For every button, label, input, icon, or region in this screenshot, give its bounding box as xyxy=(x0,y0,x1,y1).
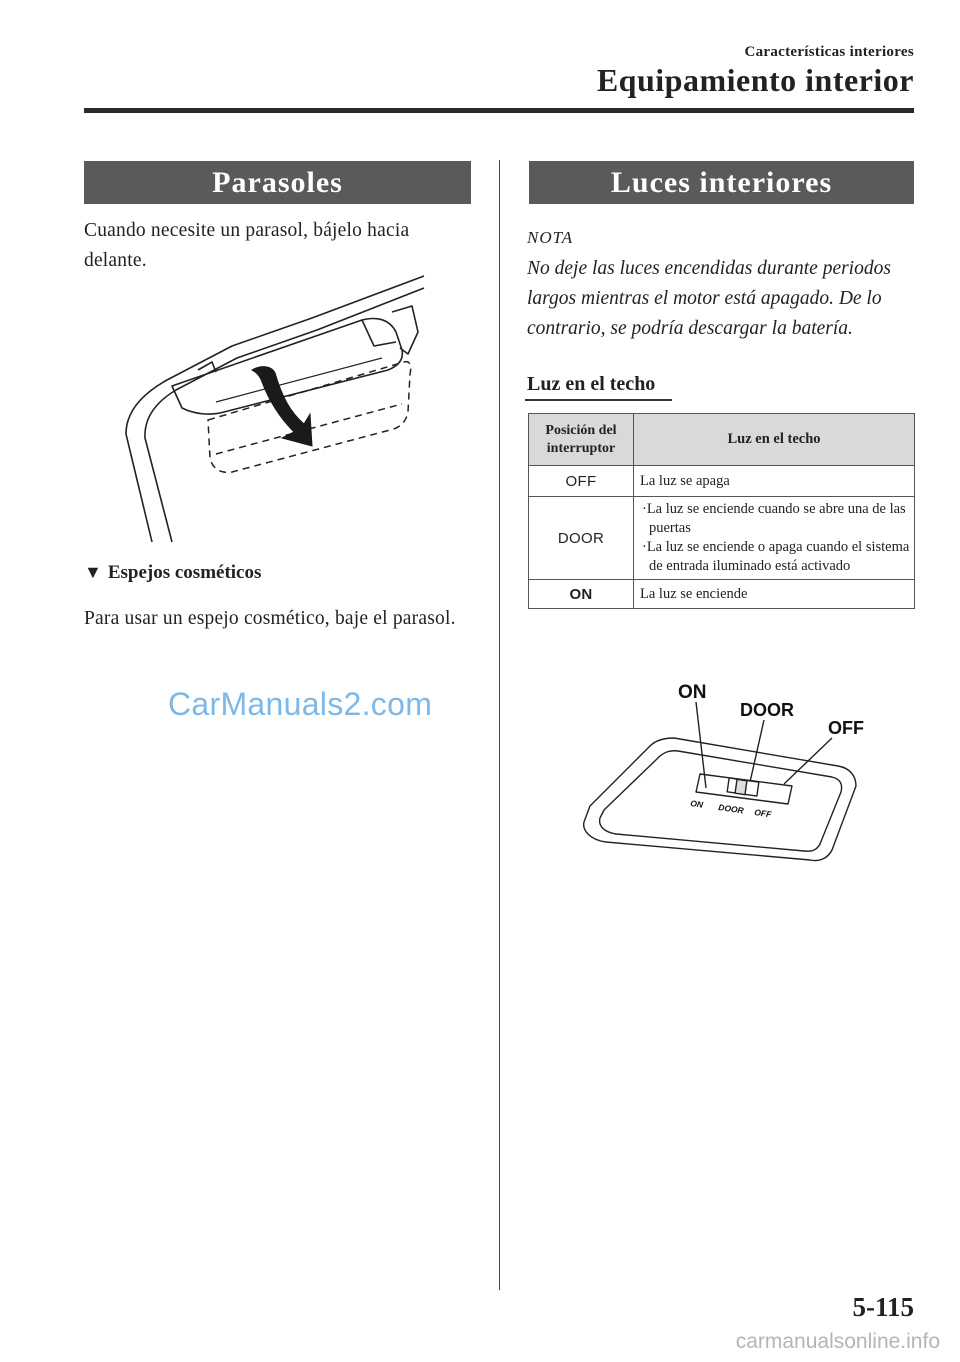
table-header-light: Luz en el techo xyxy=(634,414,915,466)
table-header-row xyxy=(529,414,915,466)
watermark: CarManuals2.com xyxy=(168,686,433,722)
subhead-luz-techo: Luz en el techo xyxy=(527,373,656,395)
desc-off: La luz se apaga xyxy=(634,466,915,497)
subhead-espejos-text: Espejos cosméticos xyxy=(107,562,262,583)
header-section: Características interiores xyxy=(744,44,914,60)
desc-door-bullet-1: ·La luz se enciende cuando se abre una de las puertas xyxy=(642,501,906,536)
label-on: ON xyxy=(678,682,707,703)
note-title: NOTA xyxy=(527,228,574,247)
header-title: Equipamiento interior xyxy=(596,62,914,98)
sun-visor-illustration xyxy=(112,262,437,544)
desc-door-bullet-2: ·La luz se enciende o apaga cuando el sistema de entrada iluminado está activado xyxy=(642,539,910,574)
table-header-position: Posición del interruptor xyxy=(529,414,634,466)
switch-pos-on: ON xyxy=(529,580,634,609)
label-off: OFF xyxy=(828,718,864,738)
switch-pos-door: DOOR xyxy=(529,497,634,580)
table-row xyxy=(529,497,915,580)
table-row xyxy=(529,580,915,609)
roof-light-table xyxy=(528,413,915,609)
banner-luces-interiores: Luces interiores xyxy=(529,161,914,204)
page-number: 5-115 xyxy=(852,1292,914,1322)
desc-on: La luz se enciende xyxy=(634,580,915,609)
switch-pos-off: OFF xyxy=(529,466,634,497)
desc-door xyxy=(634,497,915,580)
triangle-marker-icon: ▼ xyxy=(84,562,102,582)
parasol-instruction: Cuando necesite un parasol, bájelo hacia delante. xyxy=(84,220,410,271)
column-divider xyxy=(499,160,500,1290)
banner-parasoles: Parasoles xyxy=(84,161,471,204)
engraved-door: DOOR xyxy=(717,802,745,816)
engraved-on: ON xyxy=(689,798,704,810)
subhead-underline xyxy=(525,399,672,401)
subhead-espejos xyxy=(84,562,261,584)
table-row xyxy=(529,466,915,497)
note-text: No deje las luces encendidas durante periodos largos mientras el motor está apagado. De lo contrario, se podría descargar la batería. xyxy=(527,258,891,339)
mirror-instruction: Para usar un espejo cosmético, baje el parasol. xyxy=(84,608,456,629)
roof-light-switch-illustration xyxy=(570,676,870,862)
label-door: DOOR xyxy=(740,700,794,720)
header-rule xyxy=(84,108,914,113)
footer-site: carmanualsonline.info xyxy=(735,1330,940,1353)
engraved-off: OFF xyxy=(753,807,772,820)
